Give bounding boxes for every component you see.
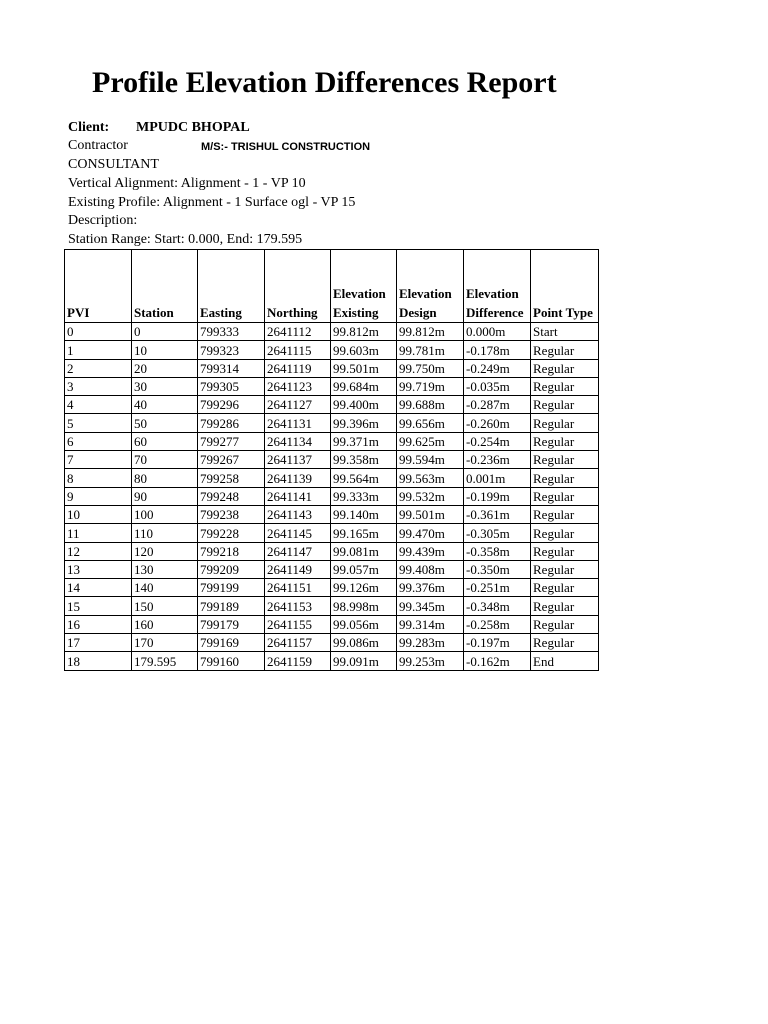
vertical-alignment-info: Vertical Alignment: Alignment - 1 - VP 10 [68, 176, 306, 191]
cell-pvi: 18 [65, 652, 132, 670]
cell-easting: 799323 [198, 341, 265, 359]
cell-easting: 799314 [198, 359, 265, 377]
cell-northing: 2641137 [265, 451, 331, 469]
station-range-info: Station Range: Start: 0.000, End: 179.595 [68, 232, 303, 247]
cell-elevation-design: 99.625m [397, 432, 464, 450]
cell-northing: 2641155 [265, 615, 331, 633]
cell-northing: 2641159 [265, 652, 331, 670]
cell-elevation-difference: -0.258m [464, 615, 531, 633]
cell-pvi: 13 [65, 560, 132, 578]
cell-station: 50 [132, 414, 198, 432]
cell-elevation-difference: 0.000m [464, 323, 531, 341]
column-header-station: Station [132, 250, 198, 323]
cell-station: 10 [132, 341, 198, 359]
cell-station: 120 [132, 542, 198, 560]
cell-point-type: Regular [531, 615, 599, 633]
cell-station: 130 [132, 560, 198, 578]
cell-elevation-design: 99.563m [397, 469, 464, 487]
cell-easting: 799199 [198, 579, 265, 597]
cell-pvi: 6 [65, 432, 132, 450]
cell-northing: 2641123 [265, 377, 331, 395]
cell-elevation-design: 99.594m [397, 451, 464, 469]
cell-elevation-difference: -0.249m [464, 359, 531, 377]
table-body [65, 323, 599, 671]
column-header-elevation-difference: Elevation Difference [464, 250, 531, 323]
cell-easting: 799333 [198, 323, 265, 341]
description-label: Description: [68, 213, 138, 228]
cell-northing: 2641149 [265, 560, 331, 578]
cell-elevation-design: 99.470m [397, 524, 464, 542]
client-label: Client: [68, 120, 110, 135]
cell-station: 40 [132, 396, 198, 414]
cell-elevation-design: 99.253m [397, 652, 464, 670]
table-row [65, 323, 599, 341]
cell-easting: 799277 [198, 432, 265, 450]
cell-point-type: Regular [531, 451, 599, 469]
cell-elevation-design: 99.283m [397, 634, 464, 652]
cell-elevation-difference: 0.001m [464, 469, 531, 487]
cell-northing: 2641112 [265, 323, 331, 341]
cell-station: 30 [132, 377, 198, 395]
cell-station: 160 [132, 615, 198, 633]
cell-elevation-existing: 99.358m [331, 451, 397, 469]
cell-point-type: End [531, 652, 599, 670]
cell-northing: 2641115 [265, 341, 331, 359]
column-header-northing: Northing [265, 250, 331, 323]
cell-elevation-difference: -0.199m [464, 487, 531, 505]
cell-elevation-existing: 99.057m [331, 560, 397, 578]
cell-northing: 2641157 [265, 634, 331, 652]
cell-northing: 2641143 [265, 505, 331, 523]
cell-northing: 2641153 [265, 597, 331, 615]
table-header-row [65, 250, 599, 323]
cell-elevation-difference: -0.305m [464, 524, 531, 542]
cell-point-type: Regular [531, 396, 599, 414]
existing-profile-info: Existing Profile: Alignment - 1 Surface ogl - VP 15 [68, 195, 356, 210]
cell-station: 150 [132, 597, 198, 615]
cell-elevation-existing: 99.140m [331, 505, 397, 523]
cell-elevation-design: 99.314m [397, 615, 464, 633]
cell-point-type: Regular [531, 341, 599, 359]
cell-elevation-difference: -0.254m [464, 432, 531, 450]
cell-elevation-difference: -0.035m [464, 377, 531, 395]
table-row [65, 432, 599, 450]
cell-pvi: 8 [65, 469, 132, 487]
cell-elevation-design: 99.408m [397, 560, 464, 578]
table-row [65, 469, 599, 487]
table-row [65, 524, 599, 542]
column-header-elevation-existing: Elevation Existing [331, 250, 397, 323]
cell-elevation-existing: 99.165m [331, 524, 397, 542]
cell-elevation-design: 99.345m [397, 597, 464, 615]
cell-elevation-difference: -0.260m [464, 414, 531, 432]
cell-northing: 2641119 [265, 359, 331, 377]
cell-northing: 2641151 [265, 579, 331, 597]
cell-northing: 2641139 [265, 469, 331, 487]
cell-elevation-design: 99.812m [397, 323, 464, 341]
cell-elevation-existing: 99.396m [331, 414, 397, 432]
consultant-label: CONSULTANT [68, 157, 159, 172]
cell-elevation-existing: 99.081m [331, 542, 397, 560]
cell-easting: 799160 [198, 652, 265, 670]
cell-station: 100 [132, 505, 198, 523]
cell-elevation-difference: -0.358m [464, 542, 531, 560]
cell-station: 80 [132, 469, 198, 487]
cell-pvi: 12 [65, 542, 132, 560]
column-header-pvi: PVI [65, 250, 132, 323]
cell-elevation-existing: 99.371m [331, 432, 397, 450]
cell-elevation-existing: 99.684m [331, 377, 397, 395]
table-row [65, 451, 599, 469]
cell-easting: 799238 [198, 505, 265, 523]
cell-point-type: Regular [531, 579, 599, 597]
table-row [65, 579, 599, 597]
table-row [65, 505, 599, 523]
cell-elevation-design: 99.719m [397, 377, 464, 395]
cell-easting: 799267 [198, 451, 265, 469]
cell-point-type: Regular [531, 487, 599, 505]
cell-pvi: 0 [65, 323, 132, 341]
cell-elevation-existing: 99.400m [331, 396, 397, 414]
cell-elevation-existing: 99.603m [331, 341, 397, 359]
cell-northing: 2641127 [265, 396, 331, 414]
column-header-easting: Easting [198, 250, 265, 323]
cell-easting: 799218 [198, 542, 265, 560]
cell-elevation-existing: 98.998m [331, 597, 397, 615]
cell-pvi: 11 [65, 524, 132, 542]
cell-pvi: 10 [65, 505, 132, 523]
cell-station: 140 [132, 579, 198, 597]
cell-elevation-difference: -0.178m [464, 341, 531, 359]
cell-easting: 799169 [198, 634, 265, 652]
cell-elevation-design: 99.781m [397, 341, 464, 359]
cell-elevation-difference: -0.162m [464, 652, 531, 670]
cell-pvi: 17 [65, 634, 132, 652]
cell-elevation-design: 99.688m [397, 396, 464, 414]
cell-elevation-design: 99.750m [397, 359, 464, 377]
cell-elevation-difference: -0.197m [464, 634, 531, 652]
table-row [65, 542, 599, 560]
table-row [65, 560, 599, 578]
table-row [65, 396, 599, 414]
cell-point-type: Regular [531, 542, 599, 560]
cell-elevation-existing: 99.086m [331, 634, 397, 652]
cell-station: 90 [132, 487, 198, 505]
cell-point-type: Start [531, 323, 599, 341]
cell-station: 179.595 [132, 652, 198, 670]
cell-northing: 2641145 [265, 524, 331, 542]
cell-point-type: Regular [531, 469, 599, 487]
cell-point-type: Regular [531, 414, 599, 432]
table-row [65, 359, 599, 377]
cell-station: 170 [132, 634, 198, 652]
cell-elevation-existing: 99.812m [331, 323, 397, 341]
cell-easting: 799179 [198, 615, 265, 633]
cell-pvi: 14 [65, 579, 132, 597]
cell-northing: 2641134 [265, 432, 331, 450]
cell-easting: 799258 [198, 469, 265, 487]
cell-point-type: Regular [531, 377, 599, 395]
cell-pvi: 4 [65, 396, 132, 414]
table-row [65, 652, 599, 670]
cell-point-type: Regular [531, 560, 599, 578]
cell-point-type: Regular [531, 359, 599, 377]
contractor-label: Contractor [68, 138, 128, 153]
cell-elevation-design: 99.439m [397, 542, 464, 560]
cell-elevation-difference: -0.350m [464, 560, 531, 578]
column-header-point-type: Point Type [531, 250, 599, 323]
cell-elevation-design: 99.532m [397, 487, 464, 505]
cell-elevation-design: 99.656m [397, 414, 464, 432]
cell-elevation-existing: 99.501m [331, 359, 397, 377]
cell-elevation-difference: -0.287m [464, 396, 531, 414]
cell-station: 20 [132, 359, 198, 377]
column-header-elevation-design: Elevation Design [397, 250, 464, 323]
cell-pvi: 5 [65, 414, 132, 432]
cell-northing: 2641131 [265, 414, 331, 432]
cell-station: 70 [132, 451, 198, 469]
table-row [65, 597, 599, 615]
table-row [65, 615, 599, 633]
cell-pvi: 9 [65, 487, 132, 505]
elevation-table [64, 249, 599, 671]
cell-point-type: Regular [531, 505, 599, 523]
cell-elevation-existing: 99.126m [331, 579, 397, 597]
cell-elevation-existing: 99.564m [331, 469, 397, 487]
cell-point-type: Regular [531, 634, 599, 652]
cell-point-type: Regular [531, 524, 599, 542]
table-row [65, 341, 599, 359]
cell-pvi: 7 [65, 451, 132, 469]
cell-easting: 799228 [198, 524, 265, 542]
cell-pvi: 1 [65, 341, 132, 359]
table-row [65, 634, 599, 652]
cell-elevation-difference: -0.251m [464, 579, 531, 597]
cell-easting: 799296 [198, 396, 265, 414]
client-value: MPUDC BHOPAL [136, 120, 250, 135]
cell-easting: 799248 [198, 487, 265, 505]
cell-easting: 799305 [198, 377, 265, 395]
table-row [65, 487, 599, 505]
cell-station: 110 [132, 524, 198, 542]
cell-elevation-existing: 99.333m [331, 487, 397, 505]
cell-pvi: 3 [65, 377, 132, 395]
cell-point-type: Regular [531, 597, 599, 615]
cell-elevation-difference: -0.361m [464, 505, 531, 523]
cell-easting: 799189 [198, 597, 265, 615]
table-row [65, 377, 599, 395]
cell-elevation-difference: -0.348m [464, 597, 531, 615]
cell-elevation-existing: 99.091m [331, 652, 397, 670]
cell-station: 60 [132, 432, 198, 450]
cell-pvi: 2 [65, 359, 132, 377]
cell-elevation-difference: -0.236m [464, 451, 531, 469]
cell-easting: 799209 [198, 560, 265, 578]
cell-point-type: Regular [531, 432, 599, 450]
cell-elevation-design: 99.376m [397, 579, 464, 597]
cell-northing: 2641147 [265, 542, 331, 560]
cell-elevation-design: 99.501m [397, 505, 464, 523]
report-title: Profile Elevation Differences Report [92, 66, 557, 99]
cell-northing: 2641141 [265, 487, 331, 505]
cell-easting: 799286 [198, 414, 265, 432]
contractor-value: M/S:- TRISHUL CONSTRUCTION [201, 141, 371, 153]
cell-elevation-existing: 99.056m [331, 615, 397, 633]
cell-station: 0 [132, 323, 198, 341]
cell-pvi: 15 [65, 597, 132, 615]
cell-pvi: 16 [65, 615, 132, 633]
table-row [65, 414, 599, 432]
